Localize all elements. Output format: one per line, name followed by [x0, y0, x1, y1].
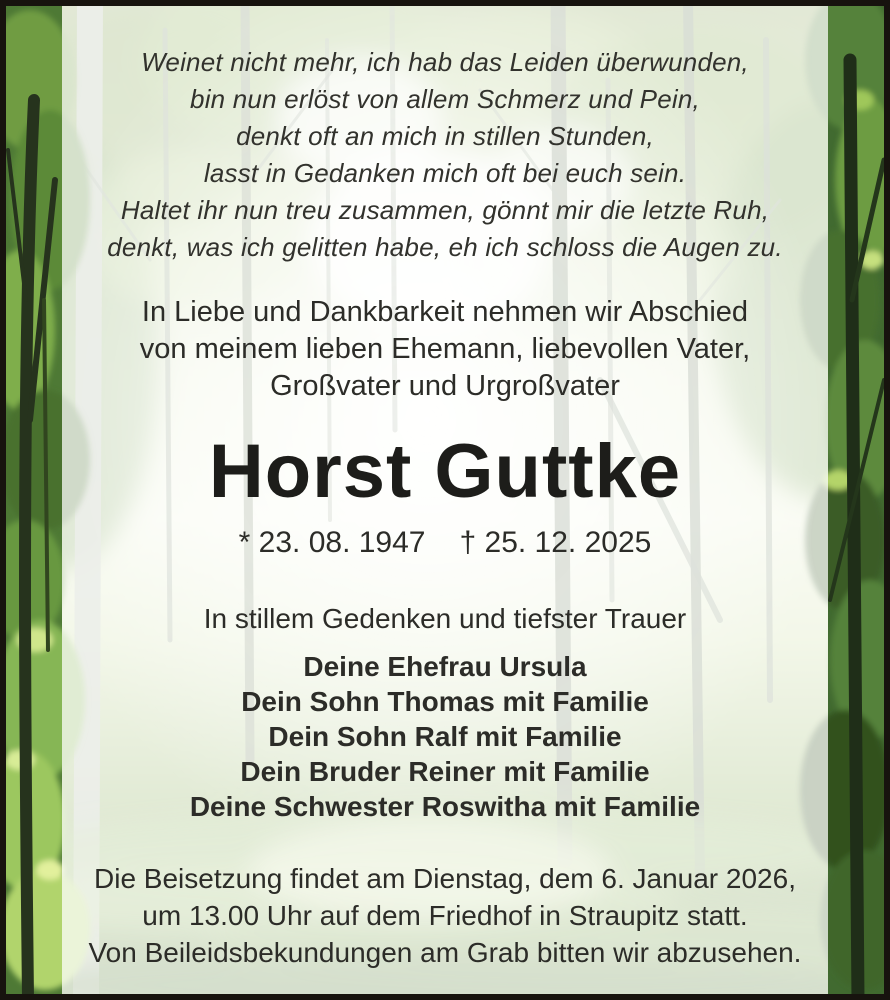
poem-line: Weinet nicht mehr, ich hab das Leiden überwunden,	[141, 47, 749, 77]
deceased-name: Horst Guttke	[208, 429, 682, 514]
farewell-line: von meinem lieben Ehemann, liebevollen Vater,	[139, 333, 751, 365]
farewell-statement	[140, 294, 750, 405]
obituary-content	[62, 6, 828, 994]
farewell-line: In Liebe und Dankbarkeit nehmen wir Abschied	[141, 296, 749, 328]
poem-line: lasst in Gedanken mich oft bei euch sein.	[203, 158, 687, 188]
poem-line: bin nun erlöst von allem Schmerz und Pein,	[190, 84, 700, 114]
mourner-line: Dein Sohn Ralf mit Familie	[268, 721, 622, 752]
funeral-line: um 13.00 Uhr auf dem Friedhof in Straupitz statt.	[142, 900, 748, 931]
birth-date: * 23. 08. 1947	[238, 526, 426, 559]
mourner-line: Deine Ehefrau Ursula	[303, 651, 587, 682]
poem-line: denkt, was ich gelitten habe, eh ich schloss die Augen zu.	[107, 232, 783, 262]
funeral-line: Von Beileidsbekundungen am Grab bitten wir abzusehen.	[88, 937, 802, 968]
mourning-heading: In stillem Gedenken und tiefster Trauer	[203, 603, 687, 634]
poem-line: denkt oft an mich in stillen Stunden,	[236, 121, 654, 151]
poem-line: Haltet ihr nun treu zusammen, gönnt mir die letzte Ruh,	[120, 195, 770, 225]
mourner-line: Deine Schwester Roswitha mit Familie	[189, 791, 701, 822]
mourner-line: Dein Sohn Thomas mit Familie	[241, 686, 649, 717]
memorial-poem	[107, 44, 783, 266]
mourners-list	[190, 649, 700, 824]
farewell-line: Großvater und Urgroßvater	[270, 370, 620, 402]
mourner-line: Dein Bruder Reiner mit Familie	[240, 756, 650, 787]
funeral-line: Die Beisetzung findet am Dienstag, dem 6. Januar 2026,	[94, 863, 796, 894]
funeral-information	[89, 860, 802, 971]
death-date: † 25. 12. 2025	[459, 526, 652, 559]
life-dates	[239, 525, 652, 561]
